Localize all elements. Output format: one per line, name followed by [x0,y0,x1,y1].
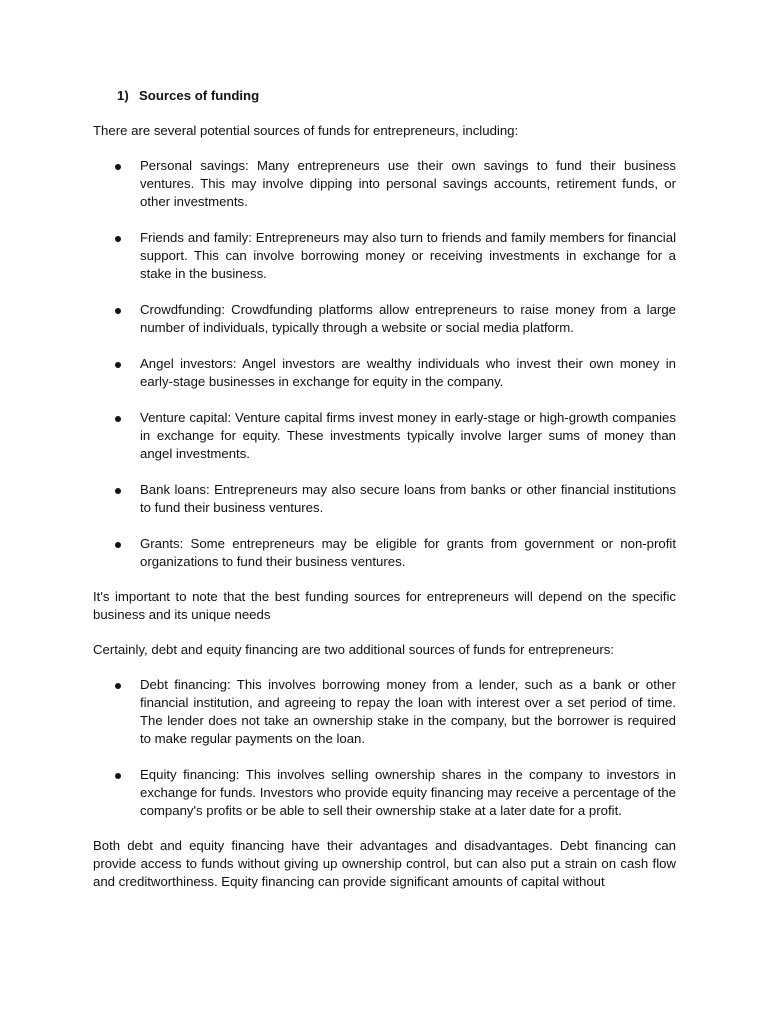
bullet-icon [115,683,121,689]
bullet-icon [115,362,121,368]
section-title: Sources of funding [139,88,260,103]
debt-equity-intro-paragraph: Certainly, debt and equity financing are two additional sources of funds for entrepreneurs: [93,642,614,657]
bullet-icon [115,488,121,494]
section-heading [93,87,676,105]
intro-paragraph: There are several potential sources of funds for entrepreneurs, including: [93,123,519,138]
list-item: Crowdfunding: Crowdfunding platforms allow entrepreneurs to raise money from a large number of individuals, typically through a website or social media platform. [93,301,676,337]
list-item: Personal savings: Many entrepreneurs use their own savings to fund their business ventures. This may involve dipping into personal savings accounts, retirement funds, or other investments. [93,157,676,211]
list-item: Grants: Some entrepreneurs may be eligible for grants from government or non-profit organizations to fund their business ventures. [93,535,676,571]
bullet-icon [115,308,121,314]
bullet-icon [115,416,121,422]
list-item: Friends and family: Entrepreneurs may also turn to friends and family members for financial support. This can involve borrowing money or receiving investments in exchange for a stake in the business. [93,229,676,283]
section-number: 1) [117,88,129,103]
financing-types-list [93,676,676,820]
list-item: Venture capital: Venture capital firms invest money in early-stage or high-growth companies in exchange for equity. These investments typically involve larger sums of money than angel investments. [93,409,676,463]
bullet-icon [115,236,121,242]
bullet-icon [115,164,121,170]
list-item: Angel investors: Angel investors are wealthy individuals who invest their own money in early-stage businesses in exchange for equity in the company. [93,355,676,391]
list-item: Bank loans: Entrepreneurs may also secure loans from banks or other financial institutions to fund their business ventures. [93,481,676,517]
bullet-icon [115,542,121,548]
conclusion-paragraph: Both debt and equity financing have their advantages and disadvantages. Debt financing can provide access to funds without giving up ownership control, but can also put a strain on cash flow and creditworthiness. Equity financing can provide significant amounts of capital without [93,838,676,889]
list-item: Equity financing: This involves selling ownership shares in the company to investors in exchange for funds. Investors who provide equity financing may receive a percentage of the company's profits or be able to sell their ownership stake at a later date for a profit. [93,766,676,820]
list-item: Debt financing: This involves borrowing money from a lender, such as a bank or other financial institution, and agreeing to repay the loan with interest over a set period of time. The lender does not take an ownership stake in the company, but the borrower is required to make regular payments on the loan. [93,676,676,748]
bullet-icon [115,773,121,779]
funding-sources-list [93,157,676,571]
note-paragraph: It's important to note that the best funding sources for entrepreneurs will depend on the specific business and its unique needs [93,589,676,622]
